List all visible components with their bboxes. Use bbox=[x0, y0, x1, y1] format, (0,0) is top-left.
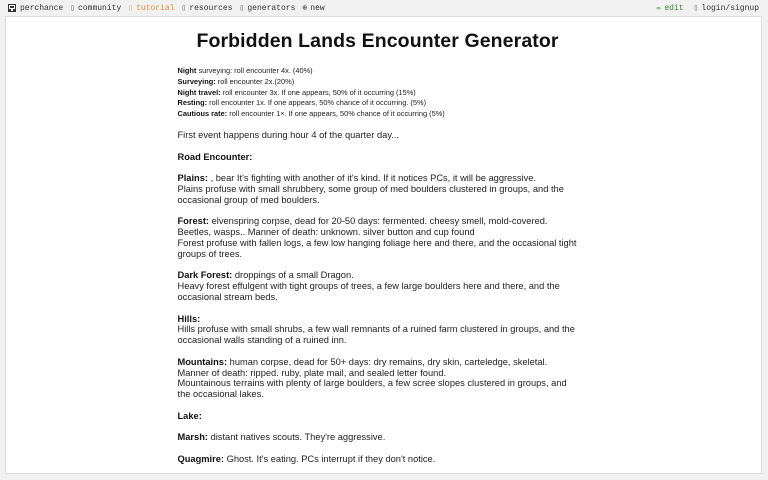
top-nav-bar bbox=[0, 0, 768, 16]
terrain-plains bbox=[178, 173, 578, 205]
terrain-description: Hills profuse with small shrubs, a few wall remnants of a ruined farm clustered in groups, and the occasional walls standing of a ruined inn. bbox=[177, 324, 575, 346]
nav-generators-label: generators bbox=[247, 3, 296, 13]
terrain-hills bbox=[178, 314, 578, 346]
terrain-label: Quagmire: bbox=[177, 453, 224, 464]
terrain-label: Mountains: bbox=[177, 356, 228, 367]
terrain-encounter: human corpse, dead for 50+ days: dry remains, dry skin, carteledge, skeletal. Manner of death: ripped. ruby, plate mail, and sealed letter found. bbox=[177, 356, 548, 378]
terrain-encounter: Ghost. It's eating. PCs interrupt if they don't notice. bbox=[224, 453, 436, 464]
terrain-label: Hills: bbox=[177, 313, 201, 324]
rate-text: surveying: roll encounter 4x. (40%) bbox=[196, 66, 313, 75]
nav-community-label: community bbox=[78, 3, 122, 13]
generator-output-frame bbox=[5, 16, 762, 474]
terrain-label: Dark Forest: bbox=[177, 270, 233, 281]
rate-text: roll encounter 3x. If one appears, 50% of it occurring (15%) bbox=[220, 87, 416, 97]
terrain-description: Heavy forest effulgent with tight groups of trees, a few large boulders here and there, and the occasional stream beds. bbox=[177, 281, 560, 302]
rate-night-surveying bbox=[178, 66, 578, 77]
rate-label: Surveying: bbox=[177, 76, 216, 86]
road-encounter-heading: Road Encounter: bbox=[177, 151, 253, 162]
terrain-description: Mountainous terrains with plenty of large boulders, a few scree slopes clustered in groups, and the occasional lakes. bbox=[177, 378, 567, 400]
rate-night-travel bbox=[178, 88, 578, 99]
edit-label: edit bbox=[664, 3, 684, 13]
top-nav-right bbox=[657, 3, 768, 13]
page-title: Forbidden Lands Encounter Generator bbox=[196, 30, 559, 52]
login-icon: ▯ bbox=[693, 4, 699, 13]
nav-tutorial-label: tutorial bbox=[136, 3, 175, 13]
terrain-encounter: droppings of a small Dragon. bbox=[232, 270, 354, 281]
generators-icon: ▯ bbox=[239, 4, 245, 13]
terrain-quagmire bbox=[178, 454, 578, 465]
rate-label: Cautious rate: bbox=[177, 109, 228, 119]
encounter-results bbox=[178, 130, 578, 465]
terrain-description: Forest profuse with fallen logs, a few low hanging foliage here and there, and the occasional tight groups of trees. bbox=[177, 237, 577, 259]
nav-resources[interactable] bbox=[182, 3, 233, 13]
community-icon: ▯ bbox=[70, 4, 76, 13]
first-event-text: First event happens during hour 4 of the quarter day... bbox=[177, 129, 400, 140]
encounter-rates bbox=[178, 66, 578, 120]
rate-text: roll encounter 1×. If one appears, 50% chance of it occurring (5%) bbox=[227, 109, 445, 119]
terrain-encounter: elvenspring corpse, dead for 20-50 days: fermented. cheesy smell, mold-covered. Beetles, wasps.. Manner of death: unknown. silver button and cup found bbox=[177, 216, 548, 238]
terrain-mountains bbox=[178, 357, 578, 400]
rate-cautious bbox=[178, 109, 578, 120]
nav-new-label: new bbox=[310, 3, 325, 13]
nav-perchance[interactable] bbox=[8, 4, 63, 13]
resources-icon: ▯ bbox=[181, 4, 187, 13]
terrain-lake bbox=[178, 411, 578, 422]
dice-icon bbox=[8, 4, 16, 12]
nav-generators[interactable] bbox=[240, 3, 296, 13]
rate-surveying bbox=[178, 77, 578, 88]
rate-label: Night travel: bbox=[177, 87, 221, 97]
login-signup-label: login/signup bbox=[701, 3, 759, 13]
nav-new[interactable] bbox=[302, 3, 324, 13]
rate-text: roll encounter 1x. If one appears, 50% chance of it occurring. (5%) bbox=[207, 98, 427, 108]
terrain-forest bbox=[178, 216, 578, 259]
terrain-description: Plains profuse with small shrubbery, some group of med boulders clustered in groups, and the occasional group of med boulders. bbox=[177, 183, 564, 205]
terrain-marsh bbox=[178, 432, 578, 443]
terrain-label: Lake: bbox=[177, 410, 202, 421]
top-nav-left bbox=[0, 3, 332, 13]
rate-label: Night bbox=[177, 66, 197, 75]
nav-community[interactable] bbox=[70, 3, 121, 13]
tutorial-icon: ▯ bbox=[128, 4, 134, 13]
terrain-dark-forest bbox=[178, 270, 578, 302]
nav-tutorial[interactable] bbox=[128, 3, 174, 13]
generator-content bbox=[178, 30, 578, 465]
new-icon: ⊕ bbox=[302, 4, 308, 13]
terrain-encounter: distant natives scouts. They're aggressive. bbox=[207, 432, 386, 443]
edit-icon: ✏ bbox=[656, 4, 662, 13]
terrain-label: Forest: bbox=[177, 216, 210, 227]
terrain-label: Plains: bbox=[177, 173, 208, 184]
edit-button[interactable] bbox=[657, 3, 684, 13]
rate-text: roll encounter 2x.(20%) bbox=[215, 76, 295, 86]
nav-resources-label: resources bbox=[189, 3, 233, 13]
rate-resting bbox=[178, 98, 578, 109]
terrain-encounter: , bear It's fighting with another of it's kind. If it notices PCs, it will be aggressive. bbox=[207, 173, 537, 184]
nav-perchance-label: perchance bbox=[20, 3, 64, 13]
login-signup-button[interactable] bbox=[694, 3, 759, 13]
rate-label: Resting: bbox=[177, 98, 208, 108]
terrain-label: Marsh: bbox=[177, 432, 208, 443]
